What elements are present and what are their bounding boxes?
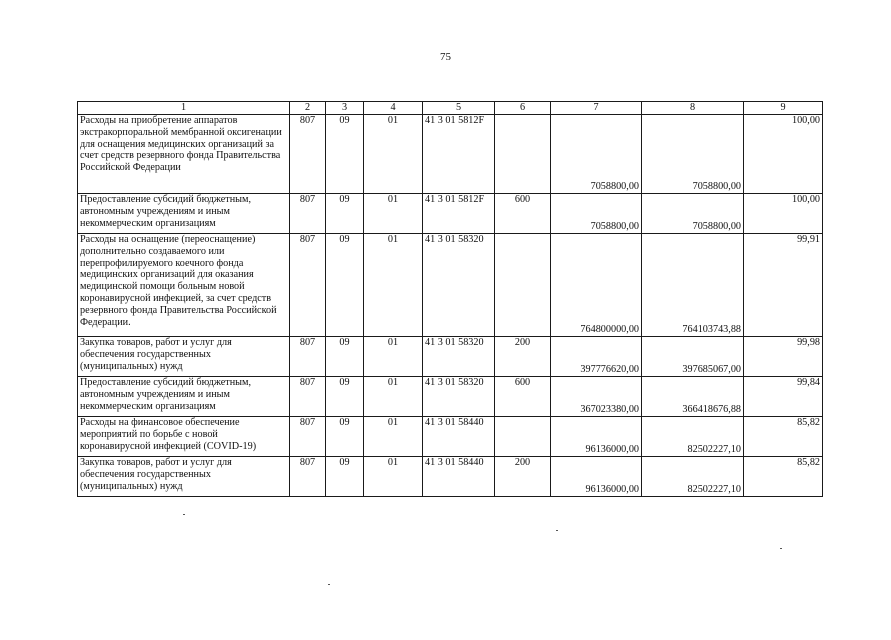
target-article-code: 41 3 01 58440 bbox=[423, 457, 495, 497]
subsection-code: 01 bbox=[364, 377, 423, 417]
execution-percent: 99,98 bbox=[744, 337, 823, 377]
table-row bbox=[78, 115, 823, 194]
subsection-code: 01 bbox=[364, 115, 423, 194]
execution-percent: 100,00 bbox=[744, 194, 823, 234]
execution-percent: 85,82 bbox=[744, 457, 823, 497]
grbs-code: 807 bbox=[290, 377, 326, 417]
table-row bbox=[78, 337, 823, 377]
header-col-5: 5 bbox=[423, 102, 495, 115]
expense-type-code: 600 bbox=[495, 377, 551, 417]
expense-type-code bbox=[495, 234, 551, 337]
planned-amount: 7058800,00 bbox=[551, 115, 642, 194]
expense-name: Расходы на оснащение (переоснащение) дополнительно создаваемого или перепрофилируемого коечного фонда медицинских организаций для оказания медицинской помощи больным новой коронавирусной инфекцией, за счет средств резервного фонда Правительства Российской Федерации. bbox=[78, 234, 290, 337]
executed-amount: 366418676,88 bbox=[642, 377, 744, 417]
planned-amount: 7058800,00 bbox=[551, 194, 642, 234]
subsection-code: 01 bbox=[364, 457, 423, 497]
page-number: 75 bbox=[440, 51, 451, 63]
planned-amount: 397776620,00 bbox=[551, 337, 642, 377]
expense-type-code: 600 bbox=[495, 194, 551, 234]
table-row bbox=[78, 377, 823, 417]
scan-speck bbox=[328, 584, 330, 585]
subsection-code: 01 bbox=[364, 234, 423, 337]
section-code: 09 bbox=[326, 337, 364, 377]
header-col-3: 3 bbox=[326, 102, 364, 115]
section-code: 09 bbox=[326, 457, 364, 497]
grbs-code: 807 bbox=[290, 337, 326, 377]
executed-amount: 764103743,88 bbox=[642, 234, 744, 337]
section-code: 09 bbox=[326, 417, 364, 457]
executed-amount: 7058800,00 bbox=[642, 115, 744, 194]
expense-name: Предоставление субсидий бюджетным, автономным учреждениям и иным некоммерческим организациям bbox=[78, 377, 290, 417]
planned-amount: 367023380,00 bbox=[551, 377, 642, 417]
header-col-9: 9 bbox=[744, 102, 823, 115]
header-col-7: 7 bbox=[551, 102, 642, 115]
expense-type-code: 200 bbox=[495, 337, 551, 377]
section-code: 09 bbox=[326, 194, 364, 234]
executed-amount: 397685067,00 bbox=[642, 337, 744, 377]
grbs-code: 807 bbox=[290, 194, 326, 234]
grbs-code: 807 bbox=[290, 417, 326, 457]
scan-speck bbox=[556, 530, 558, 531]
expense-name: Закупка товаров, работ и услуг для обеспечения государственных (муниципальных) нужд bbox=[78, 457, 290, 497]
planned-amount: 96136000,00 bbox=[551, 417, 642, 457]
expense-name: Расходы на финансовое обеспечение мероприятий по борьбе с новой коронавирусной инфекцией (COVID-19) bbox=[78, 417, 290, 457]
executed-amount: 82502227,10 bbox=[642, 457, 744, 497]
table-row bbox=[78, 194, 823, 234]
scan-speck bbox=[183, 514, 185, 515]
target-article-code: 41 3 01 58320 bbox=[423, 377, 495, 417]
table-row bbox=[78, 457, 823, 497]
scan-speck bbox=[780, 548, 782, 549]
table-header-row bbox=[78, 102, 823, 115]
header-col-4: 4 bbox=[364, 102, 423, 115]
planned-amount: 96136000,00 bbox=[551, 457, 642, 497]
expense-type-code bbox=[495, 115, 551, 194]
header-col-1: 1 bbox=[78, 102, 290, 115]
expense-type-code bbox=[495, 417, 551, 457]
table-row bbox=[78, 234, 823, 337]
target-article-code: 41 3 01 58320 bbox=[423, 234, 495, 337]
table-row bbox=[78, 417, 823, 457]
target-article-code: 41 3 01 58320 bbox=[423, 337, 495, 377]
executed-amount: 82502227,10 bbox=[642, 417, 744, 457]
header-col-8: 8 bbox=[642, 102, 744, 115]
target-article-code: 41 3 01 5812F bbox=[423, 115, 495, 194]
section-code: 09 bbox=[326, 115, 364, 194]
planned-amount: 764800000,00 bbox=[551, 234, 642, 337]
section-code: 09 bbox=[326, 377, 364, 417]
expense-name: Закупка товаров, работ и услуг для обеспечения государственных (муниципальных) нужд bbox=[78, 337, 290, 377]
execution-percent: 99,91 bbox=[744, 234, 823, 337]
subsection-code: 01 bbox=[364, 417, 423, 457]
execution-percent: 99,84 bbox=[744, 377, 823, 417]
header-col-6: 6 bbox=[495, 102, 551, 115]
target-article-code: 41 3 01 5812F bbox=[423, 194, 495, 234]
execution-percent: 85,82 bbox=[744, 417, 823, 457]
subsection-code: 01 bbox=[364, 337, 423, 377]
target-article-code: 41 3 01 58440 bbox=[423, 417, 495, 457]
header-col-2: 2 bbox=[290, 102, 326, 115]
execution-percent: 100,00 bbox=[744, 115, 823, 194]
subsection-code: 01 bbox=[364, 194, 423, 234]
section-code: 09 bbox=[326, 234, 364, 337]
expense-name: Расходы на приобретение аппаратов экстракорпоральной мембранной оксигенации для оснащения медицинских организаций за счет средств резервного фонда Правительства Российской Федерации bbox=[78, 115, 290, 194]
expense-name: Предоставление субсидий бюджетным, автономным учреждениям и иным некоммерческим организациям bbox=[78, 194, 290, 234]
executed-amount: 7058800,00 bbox=[642, 194, 744, 234]
grbs-code: 807 bbox=[290, 234, 326, 337]
grbs-code: 807 bbox=[290, 457, 326, 497]
expense-type-code: 200 bbox=[495, 457, 551, 497]
budget-execution-table bbox=[77, 101, 823, 497]
grbs-code: 807 bbox=[290, 115, 326, 194]
